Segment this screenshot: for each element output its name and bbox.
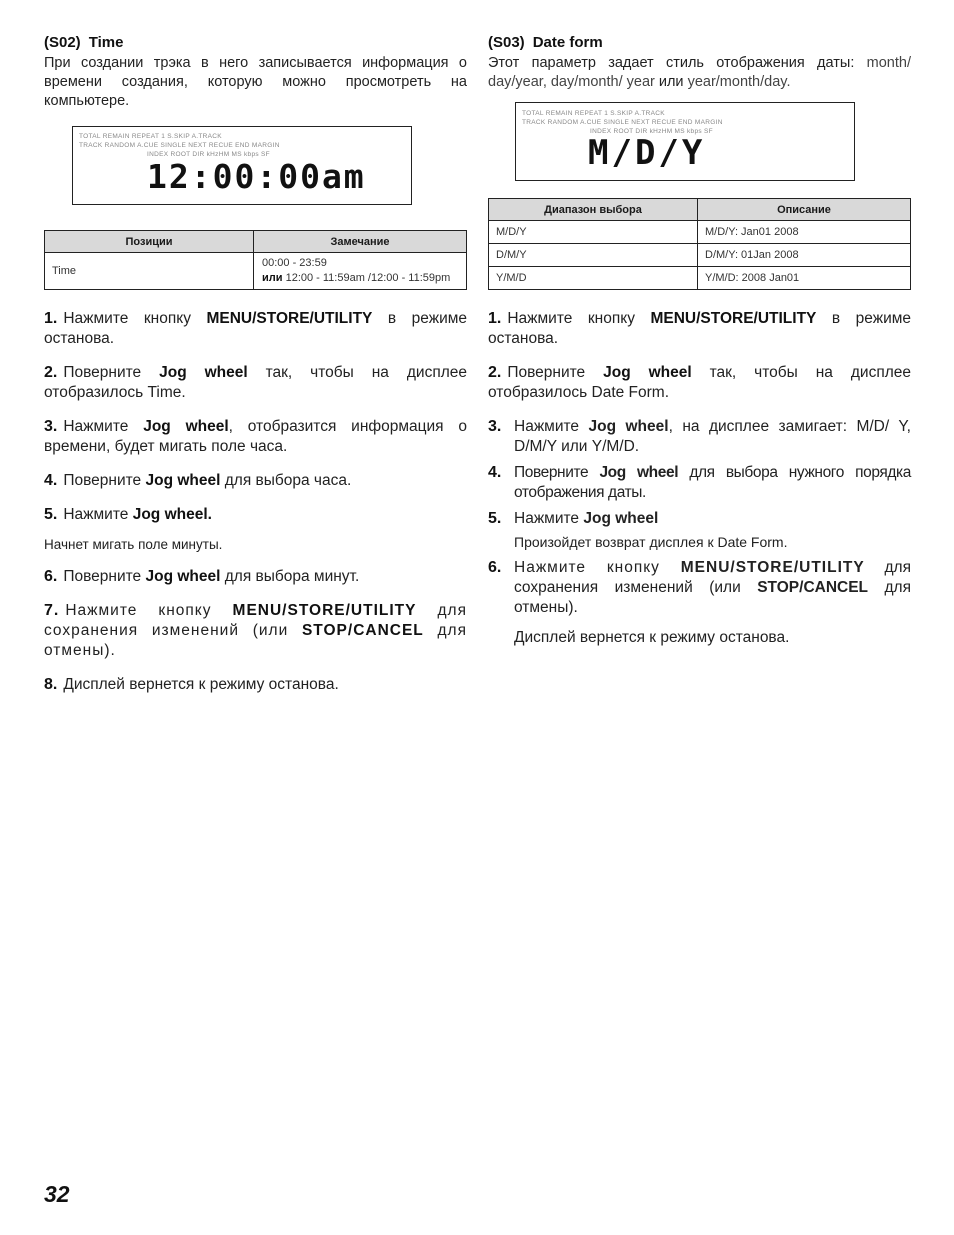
table-cell: Y/M/D: 2008 Jan01 (698, 267, 911, 290)
lcd-indicator-row: INDEX ROOT DIR kHzHM MS kbps SF (590, 128, 713, 135)
table-row (45, 253, 467, 290)
table-cell: M/D/Y: Jan01 2008 (698, 221, 911, 244)
section-title-text: Time (88, 34, 124, 51)
table-cell: D/M/Y (489, 244, 698, 267)
table-cell: Time (45, 253, 254, 290)
step-note: Дисплей вернется к режиму останова. (514, 629, 790, 646)
step-item: 2. Поверните Jog wheel так, чтобы на дисплее отобразилось Date Form. (488, 364, 911, 401)
table-cell (254, 253, 467, 290)
steps-list (44, 309, 467, 695)
lcd-display-date (515, 102, 855, 181)
section-title-s02 (44, 34, 467, 51)
table-row (489, 267, 911, 290)
table-cell: Y/M/D (489, 267, 698, 290)
table-cell: M/D/Y (489, 221, 698, 244)
lcd-main-readout: 12:00:00am (147, 157, 366, 196)
table-header-row (45, 231, 467, 253)
remark-range-24h: 00:00 - 23:59 (262, 257, 327, 269)
lcd-indicator-row: INDEX ROOT DIR kHzHM MS kbps SF (147, 151, 270, 158)
page-number: 32 (44, 1181, 70, 1207)
table-row (489, 244, 911, 267)
step-item: 1. Нажмите кнопку MENU/STORE/UTILITY в режиме останова. (44, 310, 468, 347)
section-title-text: Date form (532, 34, 603, 51)
date-form-table (488, 198, 911, 290)
step-item: 7. Нажмите кнопку MENU/STORE/UTILITY для сохранения изменений (или STOP/CANCEL для отмены). (44, 602, 467, 659)
step-item: 5. Нажмите Jog wheel Произойдет возврат дисплея к Date Form. (488, 509, 911, 552)
table-row (489, 221, 911, 244)
step-item: 4. Поверните Jog wheel для выбора часа. (44, 472, 352, 489)
lcd-indicator-row: TOTAL REMAIN REPEAT 1 S.SKIP A.TRACK (522, 110, 665, 117)
section-s03 (488, 34, 911, 654)
step-note: Произойдет возврат дисплея к Date Form. (514, 534, 788, 550)
section-intro: При создании трэка в него записывается информация о времени создания, которую можно просмотреть на компьютере. (44, 55, 467, 109)
lcd-display-time (72, 126, 412, 205)
step-note: Начнет мигать поле минуты. (44, 537, 223, 552)
table-header: Описание (698, 199, 911, 221)
step-item: 3. Нажмите Jog wheel, отобразится информация о времени, будет мигать поле часа. (44, 418, 467, 455)
lcd-indicator-row: TRACK RANDOM A.CUE SINGLE NEXT RECUE END MARGIN (522, 119, 723, 126)
lcd-main-readout: M/D/Y (588, 133, 706, 173)
remark-range-12h: 12:00 - 11:59am /12:00 - 11:59pm (285, 272, 451, 284)
time-table (44, 230, 467, 290)
section-title-s03 (488, 34, 911, 51)
remark-or: или (262, 272, 283, 284)
table-header-row (489, 199, 911, 221)
table-header: Диапазон выбора (489, 199, 698, 221)
step-item: 6. Нажмите кнопку MENU/STORE/UTILITY для сохранения изменений (или STOP/CANCEL для отмены). Дисплей вернется к режиму останова. (488, 559, 911, 646)
lcd-indicator-row: TRACK RANDOM A.CUE SINGLE NEXT RECUE END MARGIN (79, 142, 280, 149)
section-s02 (44, 34, 467, 709)
step-item: 6. Поверните Jog wheel для выбора минут. (44, 568, 360, 585)
table-cell: D/M/Y: 01Jan 2008 (698, 244, 911, 267)
step-item: 4. Поверните Jog wheel для выбора нужного порядка отображения даты. (488, 464, 911, 501)
step-item: 5. Нажмите Jog wheel. (44, 506, 212, 523)
table-header: Позиции (45, 231, 254, 253)
step-item: 2. Поверните Jog wheel так, чтобы на дисплее отобразилось Time. (44, 364, 467, 401)
step-item: 1. Нажмите кнопку MENU/STORE/UTILITY в режиме останова. (488, 310, 912, 347)
steps-list (488, 309, 911, 648)
lcd-indicator-row: TOTAL REMAIN REPEAT 1 S.SKIP A.TRACK (79, 133, 222, 140)
section-code: (S02) (44, 34, 81, 51)
table-header: Замечание (254, 231, 467, 253)
step-item: 3. Нажмите Jog wheel, на дисплее замигает: M/D/ Y, D/M/Y или Y/M/D. (488, 418, 911, 455)
step-item: 8. Дисплей вернется к режиму останова. (44, 676, 339, 693)
section-code: (S03) (488, 34, 525, 51)
section-intro: Этот параметр задает стиль отображения даты: month/ day/year, day/month/ year или year/month/day. (488, 55, 911, 90)
